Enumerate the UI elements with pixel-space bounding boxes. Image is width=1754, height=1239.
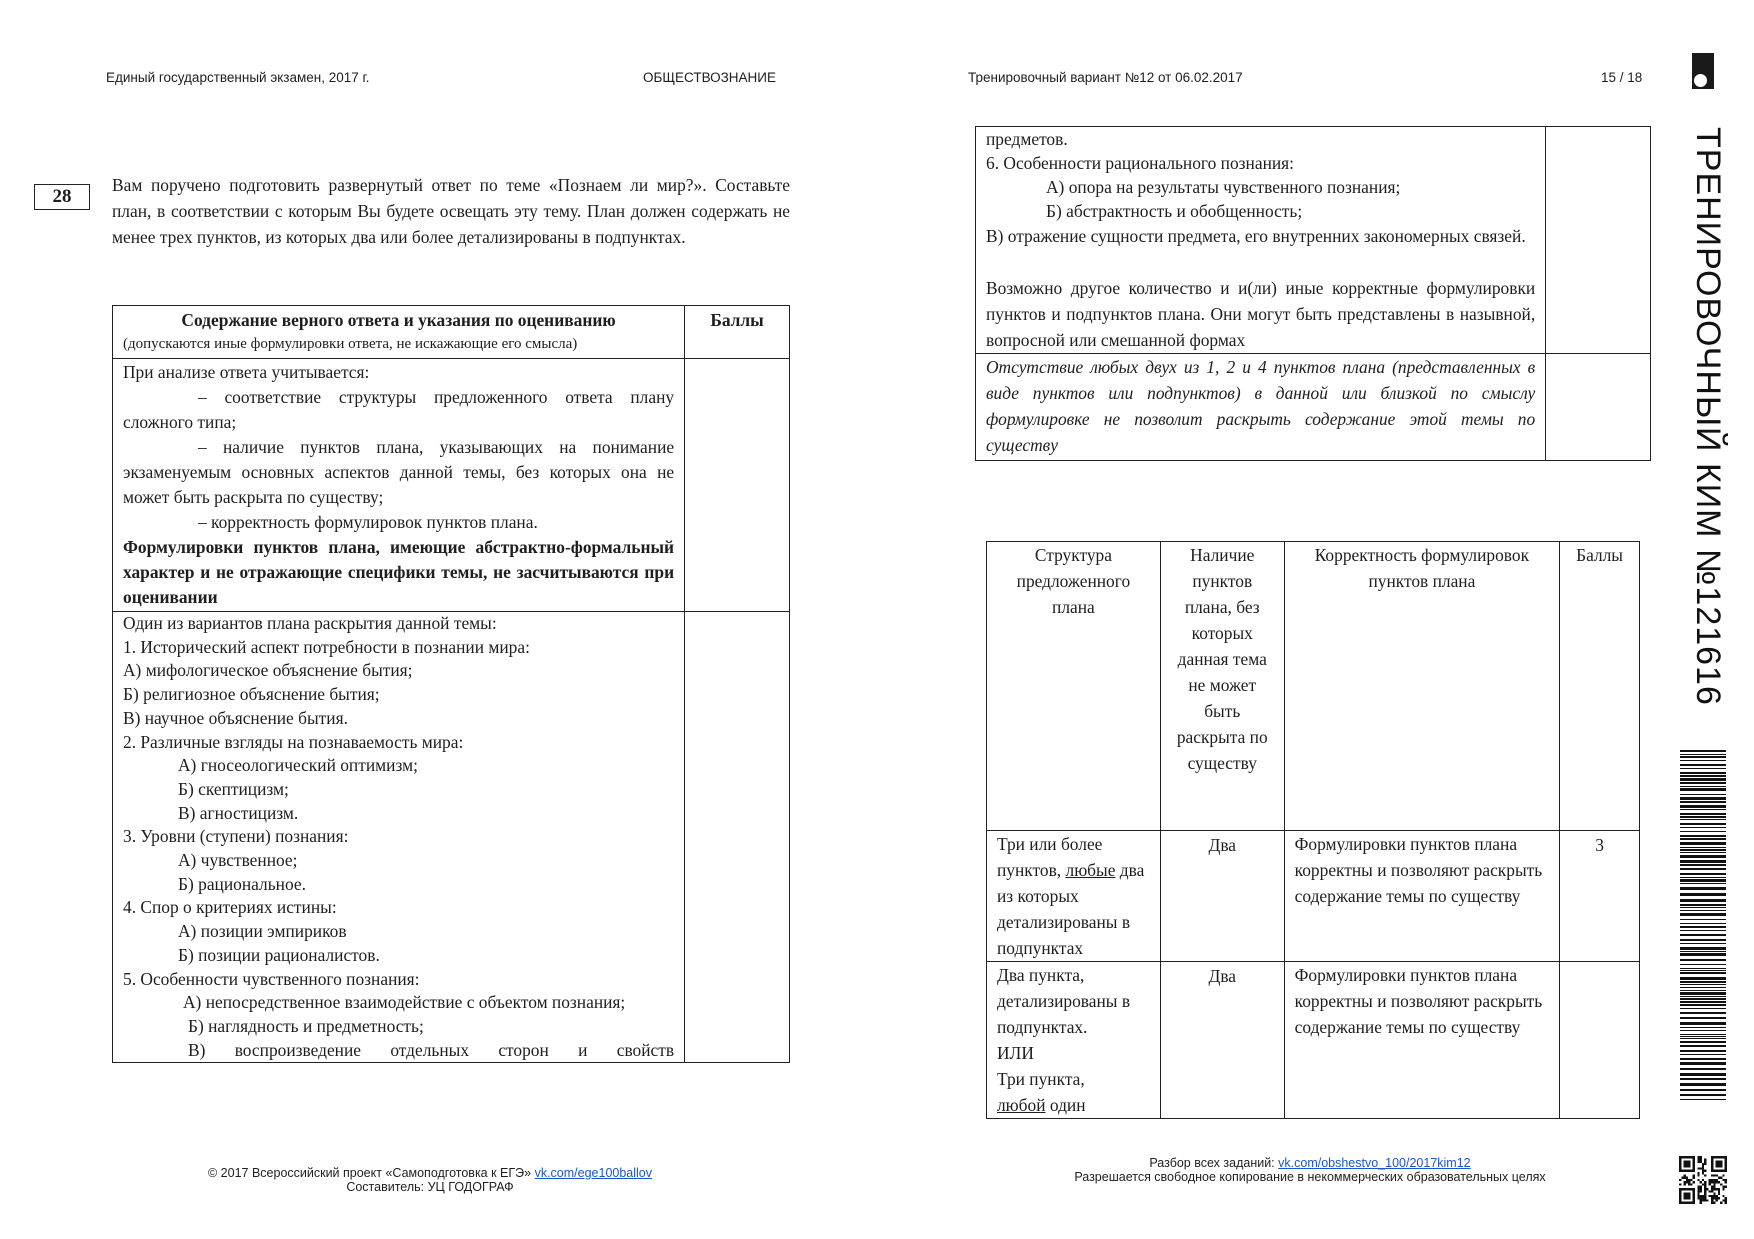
analysis-item: – корректность формулировок пунктов плана. bbox=[198, 512, 538, 532]
cell-text: один bbox=[1049, 1095, 1086, 1115]
analysis-item: – соответствие структуры предложенного ответа плану сложного типа; bbox=[123, 387, 675, 432]
plan-list bbox=[123, 636, 674, 992]
plan-item: Б) религиозное объяснение бытия; bbox=[123, 684, 380, 705]
plan-item: Б) рациональное. bbox=[178, 873, 306, 894]
corner-marker-icon bbox=[1692, 53, 1714, 89]
footer-left bbox=[150, 1166, 710, 1194]
plan-item: А) непосредственное взаимодействие с объектом познания; bbox=[183, 992, 626, 1013]
footer-license: Разрешается свободное копирование в некоммерческих образовательных целях bbox=[1074, 1170, 1546, 1184]
table-header-title: Содержание верного ответа и указания по оцениванию bbox=[181, 310, 616, 330]
table-header-points: Баллы bbox=[685, 306, 790, 359]
plan-item: 2. Различные взгляды на познаваемость мира: bbox=[123, 731, 464, 752]
footer-label: Разбор всех заданий: bbox=[1149, 1156, 1275, 1170]
cell-text-underlined: любые bbox=[1065, 860, 1116, 880]
italic-warning: Отсутствие любых двух из 1, 2 и 4 пунктов плана (представленных в виде пунктов или подпунктов) в данной или близкой по смыслу формулировке не позволит раскрыть содержание этой темы по существу bbox=[976, 354, 1546, 461]
plan-item: Б) абстрактность и обобщенность; bbox=[1046, 201, 1303, 221]
cell-text: Два bbox=[1160, 831, 1284, 962]
criteria-header: Баллы bbox=[1560, 542, 1640, 831]
plan-item: В) воспроизведение отдельных сторон и свойств bbox=[188, 1039, 675, 1060]
table-row bbox=[987, 962, 1640, 1119]
plan-item: В) научное объяснение бытия. bbox=[123, 707, 348, 728]
footer-link[interactable]: vk.com/ege100ballov bbox=[534, 1166, 653, 1180]
footer-author: Составитель: УЦ ГОДОГРАФ bbox=[346, 1180, 514, 1194]
cell-text: Формулировки пунктов плана корректны и позволяют раскрыть содержание темы по существу bbox=[1284, 962, 1559, 1119]
exam-title: Единый государственный экзамен, 2017 г. bbox=[106, 70, 370, 85]
criteria-table bbox=[986, 541, 1640, 1119]
table-row bbox=[987, 831, 1640, 962]
question-number: 28 bbox=[34, 184, 90, 210]
cell-text: Три пункта, bbox=[997, 1069, 1085, 1089]
table-header-note: (допускаются иные формулировки ответа, не искажающие его смысла) bbox=[123, 336, 578, 352]
plan-item: предметов. bbox=[986, 129, 1068, 149]
analysis-bold-note: Формулировки пунктов плана, имеющие абстрактно-формальный характер и не отражающие специфики темы, не засчитываются при оценивании bbox=[123, 537, 675, 607]
table-header-row bbox=[113, 306, 790, 359]
plan-item: А) мифологическое объяснение бытия; bbox=[123, 660, 413, 681]
qr-code-icon bbox=[1679, 1156, 1727, 1204]
plan-item: А) позиции эмпириков bbox=[178, 921, 347, 942]
plan-item: В) отражение сущности предмета, его внутренних закономерных связей. bbox=[986, 226, 1526, 246]
cell-text: Формулировки пунктов плана корректны и позволяют раскрыть содержание темы по существу bbox=[1284, 831, 1559, 962]
plan-item: 6. Особенности рационального познания: bbox=[986, 153, 1295, 173]
cell-text: Два пункта, детализированы в подпунктах. bbox=[997, 965, 1131, 1037]
subject-title: ОБЩЕСТВОЗНАНИЕ bbox=[643, 70, 776, 85]
table-row bbox=[976, 127, 1651, 354]
plan-item: 4. Спор о критериях истины: bbox=[123, 897, 337, 918]
page-number: 15 / 18 bbox=[1601, 70, 1643, 85]
criteria-header-row bbox=[987, 542, 1640, 831]
plan-note: Возможно другое количество и и(ли) иные корректные формулировки пунктов и подпунктов плана. Они могут быть представлены в назывной, вопросной или смешанной формах bbox=[986, 278, 1536, 350]
footer-copyright: © 2017 Всероссийский проект «Самоподготовка к ЕГЭ» bbox=[207, 1166, 532, 1180]
cell-text: ИЛИ bbox=[997, 1043, 1034, 1063]
variant-title: Тренировочный вариант №12 от 06.02.2017 bbox=[968, 70, 1243, 85]
answer-table bbox=[112, 305, 790, 1063]
cell-text-underlined: любой bbox=[997, 1095, 1046, 1115]
table-row bbox=[976, 354, 1651, 461]
footer-link[interactable]: vk.com/obshestvo_100/2017kim12 bbox=[1278, 1156, 1471, 1170]
question-text: Вам поручено подготовить развернутый ответ по теме «Познаем ли мир?». Составьте план, в соответствии с которым Вы будете освещать эту тему. План должен содержать не менее трех пунктов, из которых два или более детализированы в подпунктах. bbox=[112, 175, 790, 247]
table-row bbox=[113, 612, 790, 1063]
plan-item: В) агностицизм. bbox=[178, 802, 299, 823]
footer-right bbox=[1010, 1156, 1610, 1184]
plan-item: А) гносеологический оптимизм; bbox=[178, 755, 418, 776]
plan-item: 5. Особенности чувственного познания: bbox=[123, 968, 420, 989]
criteria-header: Наличие пунктов плана, без которых данная тема не может быть раскрыта по существу bbox=[1160, 542, 1284, 831]
analysis-item: – наличие пунктов плана, указывающих на понимание экзаменуемым основных аспектов данной темы, без которых она не может быть раскрыта по существу; bbox=[123, 437, 675, 507]
plan-item: 1. Исторический аспект потребности в познании мира: bbox=[123, 636, 530, 657]
criteria-header: Корректность формулировок пунктов плана bbox=[1284, 542, 1559, 831]
cell-text: два из которых детализированы в подпунктах bbox=[997, 860, 1145, 958]
cell-points: 3 bbox=[1560, 831, 1640, 962]
barcode-icon bbox=[1680, 750, 1726, 1100]
continuation-table bbox=[975, 126, 1651, 461]
plan-item: А) чувственное; bbox=[178, 850, 298, 871]
plan-item: А) опора на результаты чувственного познания; bbox=[1046, 177, 1401, 197]
table-row bbox=[113, 359, 790, 612]
plan-item: Б) наглядность и предметность; bbox=[188, 1015, 424, 1036]
plan-item: 3. Уровни (ступени) познания: bbox=[123, 826, 349, 847]
analysis-title: При анализе ответа учитывается: bbox=[123, 362, 370, 382]
cell-text: Два bbox=[1160, 962, 1284, 1119]
plan-item: Б) позиции рационалистов. bbox=[178, 944, 380, 965]
cell-text: Три или более пунктов, bbox=[997, 834, 1103, 880]
criteria-header: Структура предложенного плана bbox=[987, 542, 1161, 831]
plan-item: Б) скептицизм; bbox=[178, 778, 289, 799]
cell-points bbox=[1560, 962, 1640, 1119]
plan-intro: Один из вариантов плана раскрытия данной темы: bbox=[123, 613, 497, 633]
